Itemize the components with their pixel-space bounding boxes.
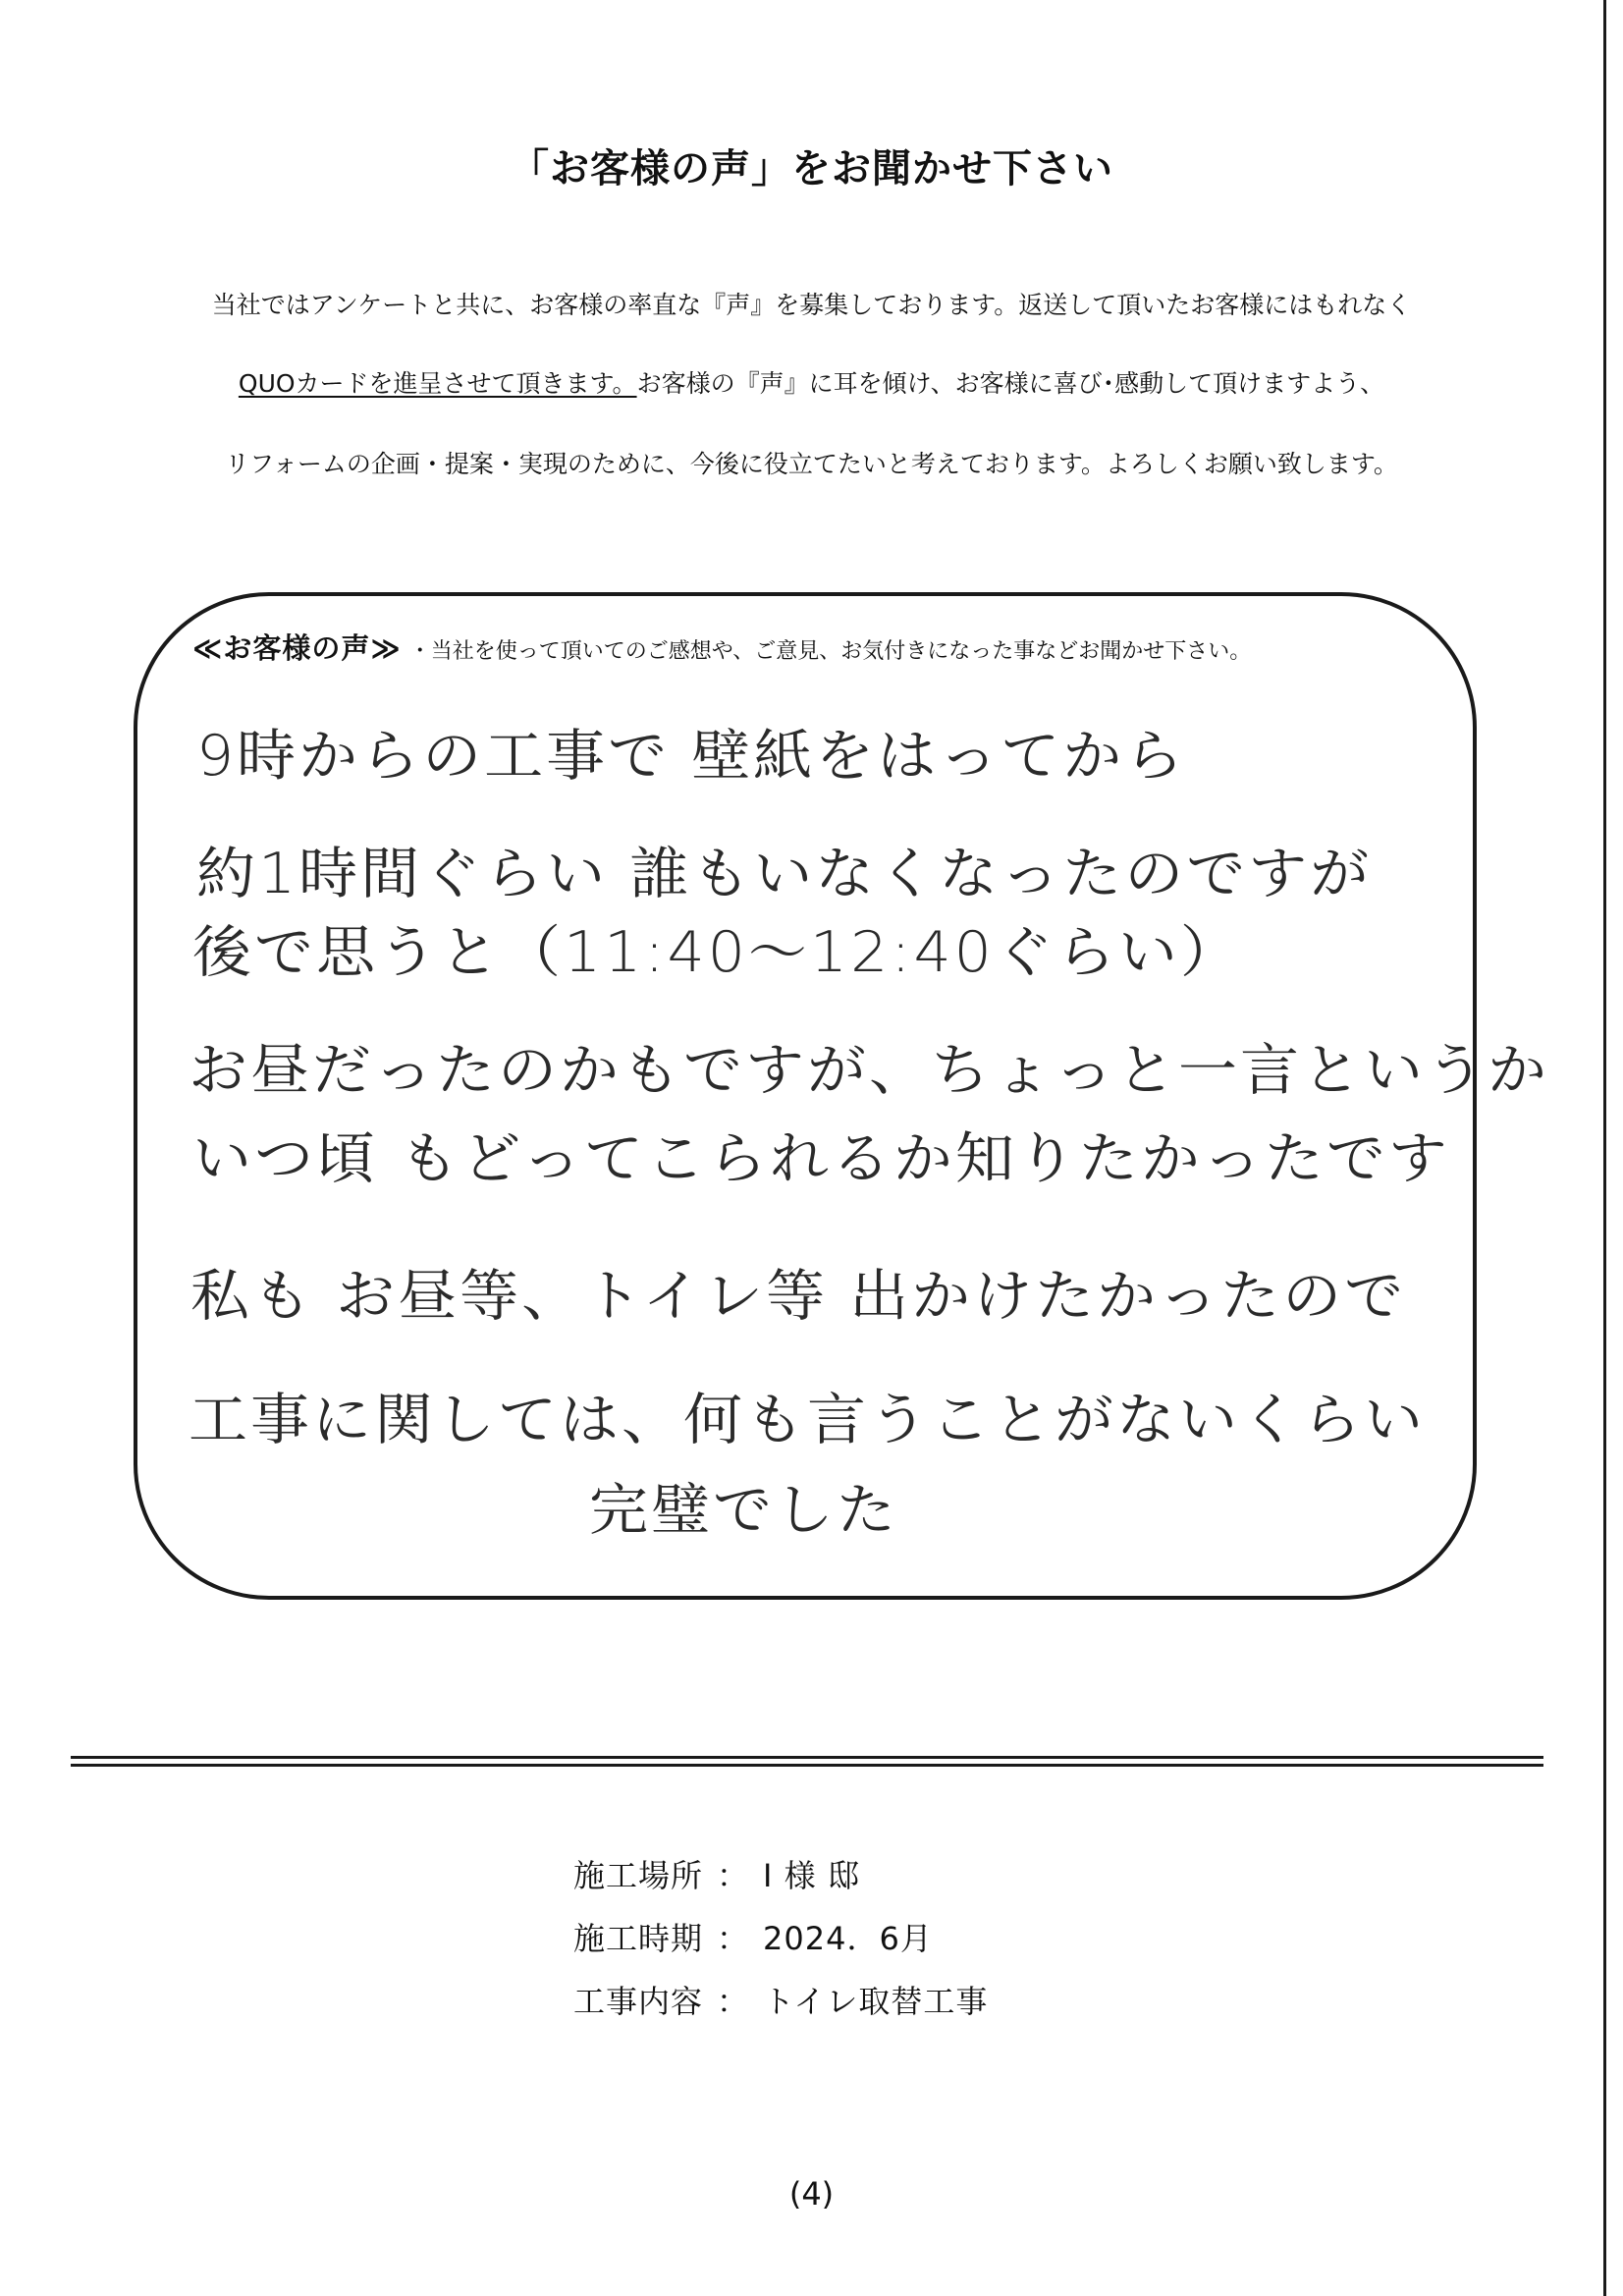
location-colon: ：	[717, 1857, 750, 1894]
intro-line-3: リフォームの企画・提案・実現のために、今後に役立てたいと考えております。よろしくお願い致します。	[225, 450, 1398, 478]
page-edge-line	[1603, 0, 1606, 2296]
voice-box-prompt: ・当社を使って頂いてのご感想や、ご意見、お気付きになった事などお聞かせ下さい。	[408, 639, 1252, 664]
work-label: 工事内容	[573, 1983, 704, 2020]
intro-line-1: 当社ではアンケートと共に、お客様の率直な『声』を募集しております。返送して頂いたお客様にはもれなく	[211, 291, 1412, 319]
construction-work	[573, 1982, 988, 2021]
intro-line-2	[0, 369, 1623, 399]
construction-period	[573, 1919, 933, 1958]
handwritten-line-5: いつ頃 もどってこられるか知りたかったです	[192, 1125, 1450, 1192]
page-number: (4)	[788, 2175, 835, 2213]
location-value: I 様 邸	[763, 1857, 860, 1894]
handwritten-line-6: 私も お昼等、トイレ等 出かけたかったので	[190, 1263, 1407, 1330]
handwritten-line-3: 後で思うと（11:40～12:40ぐらい）	[192, 919, 1242, 986]
handwritten-line-1: 9時からの工事で 壁紙をはってから	[196, 723, 1187, 790]
period-value: 2024．6月	[763, 1920, 933, 1957]
location-label: 施工場所	[573, 1857, 704, 1894]
work-colon: ：	[717, 1983, 750, 2020]
divider-line-top	[71, 1756, 1543, 1759]
divider-line-bottom	[71, 1764, 1543, 1767]
voice-box-header	[192, 627, 1251, 667]
period-label: 施工時期	[573, 1920, 704, 1957]
work-value: トイレ取替工事	[763, 1983, 989, 2020]
handwritten-line-4: お昼だったのかもですが、ちょっと一言というか	[189, 1037, 1549, 1104]
quo-card-notice: QUOカードを進呈させて頂きます。	[238, 369, 637, 398]
handwritten-line-2: 約1時間ぐらい 誰もいなくなったのですが	[196, 841, 1373, 907]
handwritten-line-8: 完璧でした	[589, 1477, 898, 1544]
page-title: 「お客様の声」をお聞かせ下さい	[510, 146, 1113, 191]
period-colon: ：	[717, 1920, 750, 1957]
handwritten-line-7: 工事に関しては、何も言うことがないくらい	[189, 1387, 1426, 1453]
construction-location	[573, 1856, 860, 1895]
voice-box-heading: ≪お客様の声≫	[192, 631, 402, 665]
intro-line-2-rest: お客様の『声』に耳を傾け、お客様に喜び･感動して頂けますよう、	[636, 369, 1385, 398]
